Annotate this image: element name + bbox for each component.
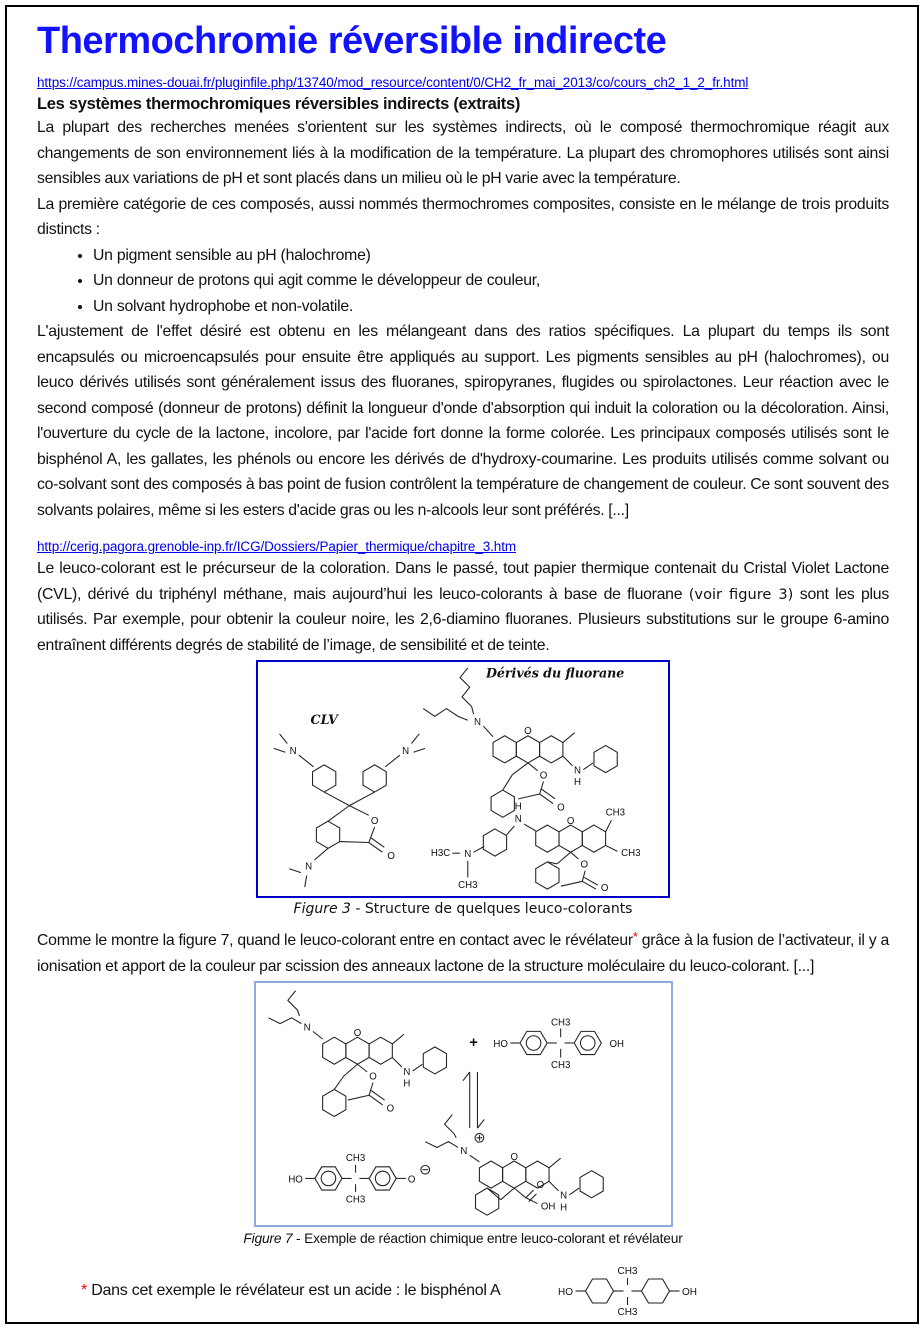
- atom-label: N: [402, 746, 410, 758]
- figure3-caption-text: - Structure de quelques leuco-colorants: [350, 901, 633, 917]
- source-link-row-2: [37, 537, 889, 556]
- atom-label: N: [464, 849, 472, 861]
- figure3-box: [256, 660, 670, 898]
- atom-label: O: [600, 883, 609, 892]
- atom-label: N: [473, 717, 481, 729]
- atom-label: O: [370, 816, 379, 828]
- p4-text-after: sont les plus utilisés. Par exemple, pour obtenir la couleur noire, les 2,6-diamino fluoranes. Plusieurs substitutions sur le groupe 6-amino entraînent différents degrés de stabilité de l’image, de sensibilité et de teinte.: [37, 585, 889, 654]
- bullet-list: [93, 243, 889, 320]
- paragraph-figure7-intro: [37, 924, 889, 979]
- figure7-caption-text: - Exemple de réaction chimique entre leuco-colorant et révélateur: [292, 1231, 683, 1246]
- section-heading: Les systèmes thermochromiques réversibles indirects (extraits): [37, 95, 521, 113]
- plus-sign: +: [468, 1034, 478, 1051]
- atom-label: N: [402, 1066, 410, 1078]
- atom-label: OH: [609, 1038, 624, 1050]
- source-link-row-1: [37, 73, 889, 92]
- bisphenol-a-image: [526, 1262, 741, 1320]
- atom-label: O: [353, 1028, 361, 1040]
- paragraph-systemes: La plupart des recherches menées s'orientent sur les systèmes indirects, où le composé thermochromique réagit aux changements de son environnement liés à la modification de la température. La plupart des chromophores utilisés sont ainsi sensibles aux variations de pH et sont placés dans un milieu où le pH varie avec la température.: [37, 119, 889, 187]
- source-link-campus[interactable]: https://campus.mines-douai.fr/pluginfile.php/13740/mod_resource/content/0/CH2_fr_mai_2013/co/cours_ch2_1_2_fr.html: [37, 75, 749, 90]
- atom-label: O: [536, 1180, 544, 1192]
- atom-label: CH3: [550, 1060, 570, 1072]
- atom-label: H: [402, 1078, 410, 1090]
- atom-label: N: [459, 1146, 467, 1158]
- bullet-solvant: • Un solvant hydrophobe et non-volatile.: [93, 294, 889, 320]
- p5-text-after: grâce à la fusion de l’activateur, il y a ionisation et apport de la couleur par scission des anneaux lactone de la structure moléculaire du leuco-colorant. [...]: [37, 932, 889, 975]
- footnote-asterisk: *: [81, 1282, 87, 1299]
- footnote-row: [81, 1262, 889, 1320]
- page-content: [7, 7, 917, 1320]
- figure7-caption-label: Figure 7: [243, 1231, 293, 1246]
- atom-label: O: [407, 1174, 415, 1186]
- atom-label: HO: [287, 1174, 303, 1186]
- voir-figure-3-ref: (voir figure 3): [688, 585, 794, 603]
- p4-text-before: Le leuco-colorant est le précurseur de la coloration. Dans le passé, tout papier thermique contenait du Cristal Violet Lactone (CVL), dérivé du triphényl méthane, mais aujourd’hui les leuco-colorants à base de fluorane: [37, 560, 889, 603]
- atom-label: CH3: [621, 848, 641, 860]
- atom-label: HO: [558, 1287, 574, 1298]
- footnote-body: Dans cet exemple le révélateur est un acide : le bisphénol A: [91, 1282, 501, 1299]
- atom-label: OH: [682, 1287, 698, 1298]
- atom-label: O: [557, 802, 565, 814]
- atom-label: H3C: [430, 848, 451, 860]
- atom-label: CH3: [617, 1266, 638, 1277]
- figure7-box: [254, 981, 673, 1227]
- atom-label: N: [559, 1190, 567, 1202]
- figure3-caption-label: Figure 3: [293, 901, 351, 917]
- derives-fluorane-label: Dérivés du fluorane: [485, 665, 625, 681]
- atom-label: O: [368, 1071, 377, 1083]
- atom-label: CH3: [617, 1307, 638, 1318]
- atom-label: N: [573, 765, 581, 777]
- atom-label: H: [573, 777, 581, 789]
- atom-label: OH: [540, 1201, 555, 1213]
- bullet-pigment: • Un pigment sensible au pH (halochrome): [93, 243, 889, 269]
- figure7-image: [256, 983, 667, 1221]
- atom-label: O: [539, 770, 548, 782]
- figure7-caption: [37, 1229, 889, 1248]
- atom-label: CH3: [550, 1017, 570, 1029]
- atom-label: O: [566, 816, 575, 828]
- source-link-cerig[interactable]: http://cerig.pagora.grenoble-inp.fr/ICG/Dossiers/Papier_thermique/chapitre_3.htm: [37, 539, 516, 554]
- figure3-caption: [37, 900, 889, 919]
- paragraph-categorie: La première catégorie de ces composés, aussi nommés thermochromes composites, consiste en le mélange de trois produits distincts :: [37, 195, 889, 238]
- atom-label: O: [386, 1103, 394, 1115]
- atom-label: N: [305, 861, 313, 873]
- atom-label: O: [524, 725, 532, 737]
- atom-label: CH3: [458, 880, 478, 892]
- atom-label: CH3: [605, 807, 625, 819]
- footnote-text: [81, 1282, 500, 1300]
- atom-label: O: [509, 1152, 518, 1164]
- atom-label: N: [514, 814, 522, 826]
- paragraph-ajustement: L'ajustement de l'effet désiré est obtenu en les mélangeant dans des ratios spécifiques. La plupart du temps ils sont encapsulés ou microencapsulés pour ensuite être appliqués au support. Les pigments sensibles au pH (halochromes), ou leuco dérivés utilisés sont généralement issus des fluoranes, spiropyranes, flugides ou spirolactones. Leur réaction avec le second composé (donneur de protons) définit la longueur d'onde d'absorption qui induit la coloration ou la décoloration. Ainsi, l'ouverture du cycle de la lactone, incolore, par l'acide fort donne la forme colorée. Les principaux composés utilisés sont le bisphénol A, les gallates, les phénols ou encore les dérivés de d'hydroxy-coumarine. Les produits utilisés comme solvant ou co-solvant sont des composés à bas point de fusion contrôlent la température de changement de couleur. Ce sont souvent des solvants polaires, même si les esters d'acide gras ou les n-alcools leur sont préférés. [...]: [37, 323, 889, 519]
- atom-label: O: [580, 859, 589, 871]
- clv-label: CLV: [310, 712, 338, 728]
- footnote-marker: *: [632, 929, 638, 944]
- page-title: Thermochromie réversible indirecte: [37, 20, 667, 62]
- atom-label: CH3: [345, 1153, 365, 1165]
- p5-text-before: Comme le montre la figure 7, quand le leuco-colorant entre en contact avec le révélateur: [37, 932, 633, 949]
- figure3-image: [258, 662, 664, 892]
- atom-label: O: [387, 851, 395, 863]
- atom-label: N: [289, 746, 297, 758]
- atom-label: HO: [492, 1038, 508, 1050]
- atom-label: H: [514, 801, 522, 813]
- atom-label: H: [559, 1202, 567, 1214]
- paragraph-leuco-colorant: [37, 556, 889, 658]
- atom-label: CH3: [345, 1194, 365, 1206]
- page-border: [5, 5, 919, 1324]
- atom-label: N: [303, 1022, 311, 1034]
- bullet-donneur: • Un donneur de protons qui agit comme le développeur de couleur,: [93, 268, 889, 294]
